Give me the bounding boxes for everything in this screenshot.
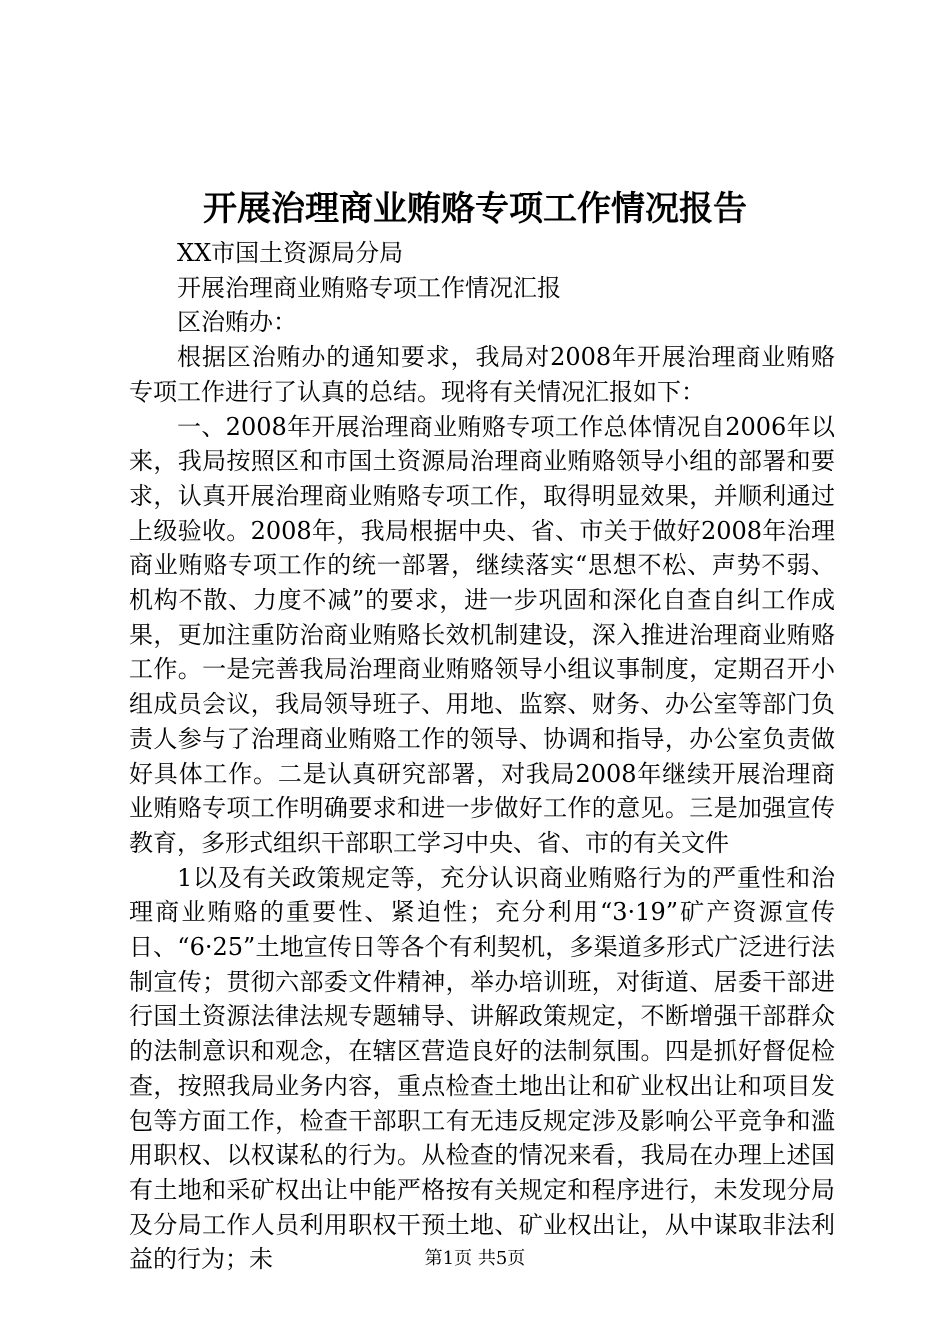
salutation: 区治贿办： (177, 308, 297, 337)
page-footer: 第1页 共5页 (424, 1248, 526, 1269)
document-title: 开展治理商业贿赂专项工作情况报告 (203, 189, 747, 229)
paragraph: 一、2008年开展治理商业贿赂专项工作总体情况自2006年以来，我局按照区和市国土资源局治理商业贿赂领导小组的部署和要求，认真开展治理商业贿赂专项工作，取得明显效果，并顺利通过上级验收。2008年，我局根据中央、省、市关于做好2008年治理商业贿赂专项工作的统一部署，继续落实“思想不松、声势不弱、机构不散、力度不减”的要求，进一步巩固和深化自查自纠工作成果，更加注重防治商业贿赂长效机制建设，深入推进治理商业贿赂工作。一是完善我局治理商业贿赂领导小组议事制度，定期召开小组成员会议，我局领导班子、用地、监察、财务、办公室等部门负责人参与了治理商业贿赂工作的领导、协调和指导，办公室负责做好具体工作。二是认真研究部署，对我局2008年继续开展治理商业贿赂专项工作明确要求和进一步做好工作的意见。三是加强宣传教育，多形式组织干部职工学习中央、省、市的有关文件 (129, 412, 835, 857)
document-body (129, 236, 835, 1277)
report-subtitle: 开展治理商业贿赂专项工作情况汇报 (177, 273, 561, 302)
paragraph: 根据区治贿办的通知要求，我局对2008年开展治理商业贿赂专项工作进行了认真的总结。现将有关情况汇报如下： (129, 343, 835, 406)
paragraph: 1以及有关政策规定等，充分认识商业贿赂行为的严重性和治理商业贿赂的重要性、紧迫性；充分利用“3·19”矿产资源宣传日、“6·25”土地宣传日等各个有利契机，多渠道多形式广泛进行法制宣传；贯彻六部委文件精神，举办培训班，对街道、居委干部进行国土资源法律法规专题辅导、讲解政策规定，不断增强干部群众的法制意识和观念，在辖区营造良好的法制氛围。四是抓好督促检查，按照我局业务内容，重点检查土地出让和矿业权出让和项目发包等方面工作，检查干部职工有无违反规定涉及影响公平竞争和滥用职权、以权谋私的行为。从检查的情况来看，我局在办理上述国有土地和采矿权出让中能严格按有关规定和程序进行，未发现分局及分局工作人员利用职权干预土地、矿业权出让，从中谋取非法利益的行为；未 (129, 863, 835, 1274)
org-name: XX市国土资源局分局 (177, 239, 404, 267)
